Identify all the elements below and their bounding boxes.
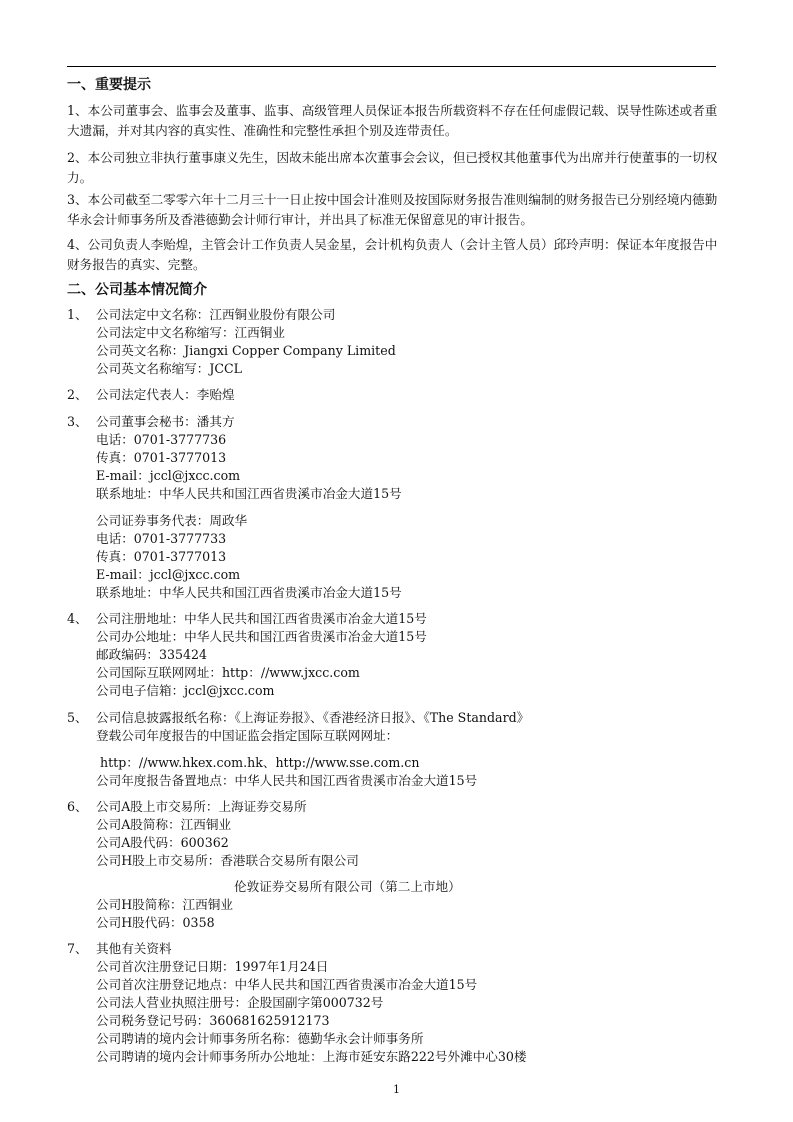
domestic-auditor-address: 公司聘请的境内会计师事务所办公地址：上海市延安东路222号外滩中心30楼 [96, 1049, 527, 1064]
notice-paragraph-1: 1、本公司董事会、监事会及董事、监事、高级管理人员保证本报告所载资料不存在任何虚假记载、误导性陈述或者重大遗漏，并对其内容的真实性、准确性和完整性承担个别及连带责任。 [67, 103, 718, 138]
company-email: 公司电子信箱：jccl@jxcc.com [96, 683, 275, 698]
representative-fax: 传真：0701-3777013 [96, 549, 227, 564]
item-number: 7、 [67, 941, 88, 956]
item-number: 1、 [67, 307, 88, 322]
company-website: 公司国际互联网网址：http：//www.jxcc.com [96, 665, 360, 680]
item-number: 5、 [67, 710, 88, 725]
office-address: 公司办公地址：中华人民共和国江西省贵溪市冶金大道15号 [96, 629, 427, 644]
first-registration-place: 公司首次注册登记地点：中华人民共和国江西省贵溪市冶金大道15号 [96, 977, 478, 992]
a-share-short-name: 公司A股简称：江西铜业 [96, 817, 232, 832]
secretary-email: E-mail：jccl@jxcc.com [96, 468, 241, 483]
notice-paragraph-2: 2、本公司独立非执行董事康义先生，因故未能出席本次董事会会议，但已授权其他董事代为出席并行使董事的一切权力。 [67, 150, 718, 185]
h-share-short-name: 公司H股简称：江西铜业 [96, 897, 233, 912]
representative-phone: 电话：0701-3777733 [96, 531, 227, 546]
registered-address: 公司注册地址：中华人民共和国江西省贵溪市冶金大道15号 [96, 611, 427, 626]
secretary-phone: 电话：0701-3777736 [96, 432, 227, 447]
representative-address: 联系地址：中华人民共和国江西省贵溪市冶金大道15号 [96, 585, 402, 600]
company-chinese-short-name: 公司法定中文名称缩写：江西铜业 [96, 325, 285, 340]
annual-report-website-label: 登载公司年度报告的中国证监会指定国际互联网网址： [96, 728, 399, 743]
representative-email: E-mail：jccl@jxcc.com [96, 567, 241, 582]
section-heading-important-notice: 一、重要提示 [67, 77, 151, 93]
item-number: 4、 [67, 611, 88, 626]
domestic-auditor-name: 公司聘请的境内会计师事务所名称：德勤华永会计师事务所 [96, 1031, 424, 1046]
company-english-short-name: 公司英文名称缩写：JCCL [96, 361, 243, 376]
tax-registration-number: 公司税务登记号码：360681625912173 [96, 1013, 330, 1028]
page-number: 1 [393, 1083, 400, 1096]
item-number: 3、 [67, 414, 88, 429]
item-number: 6、 [67, 799, 88, 814]
postal-code: 邮政编码：335424 [96, 647, 208, 662]
secretary-fax: 传真：0701-3777013 [96, 450, 227, 465]
securities-representative: 公司证券事务代表：周政华 [96, 513, 248, 528]
legal-representative: 公司法定代表人：李贻煌 [96, 387, 235, 402]
annual-report-location: 公司年度报告备置地点：中华人民共和国江西省贵溪市冶金大道15号 [96, 773, 478, 788]
annual-report-websites: http：//www.hkex.com.hk、http://www.sse.com.cn [100, 755, 420, 770]
london-listing: 伦敦证券交易所有限公司（第二上市地） [234, 879, 461, 894]
notice-paragraph-4: 4、公司负责人李贻煌，主管会计工作负责人吴金星，会计机构负责人（会计主管人员）邱玲声明：保证本年度报告中财务报告的真实、完整。 [67, 237, 718, 272]
business-license-number: 公司法人营业执照注册号：企股国副字第000732号 [96, 995, 384, 1010]
other-info-title: 其他有关资料 [96, 941, 172, 956]
notice-paragraph-3: 3、本公司截至二零零六年十二月三十一日止按中国会计准则及按国际财务报告准则编制的财务报告已分别经境内德勤华永会计师事务所及香港德勤会计师行审计，并出具了标准无保留意见的审计报告。 [67, 192, 718, 227]
company-english-name: 公司英文名称：Jiangxi Copper Company Limited [96, 343, 396, 358]
header-rule [67, 66, 716, 67]
section-heading-company-profile: 二、公司基本情况简介 [67, 282, 207, 298]
item-number: 2、 [67, 387, 88, 402]
h-share-code: 公司H股代码：0358 [96, 915, 215, 930]
company-chinese-name: 公司法定中文名称：江西铜业股份有限公司 [96, 307, 336, 322]
board-secretary: 公司董事会秘书：潘其方 [96, 414, 235, 429]
a-share-exchange: 公司A股上市交易所：上海证券交易所 [96, 799, 307, 814]
a-share-code: 公司A股代码：600362 [96, 835, 229, 850]
h-share-exchange: 公司H股上市交易所：香港联合交易所有限公司 [96, 853, 359, 868]
secretary-address: 联系地址：中华人民共和国江西省贵溪市冶金大道15号 [96, 486, 402, 501]
disclosure-newspapers: 公司信息披露报纸名称：《上海证券报》、《香港经济日报》、《The Standard》 [96, 710, 530, 725]
first-registration-date: 公司首次注册登记日期：1997年1月24日 [96, 959, 329, 974]
